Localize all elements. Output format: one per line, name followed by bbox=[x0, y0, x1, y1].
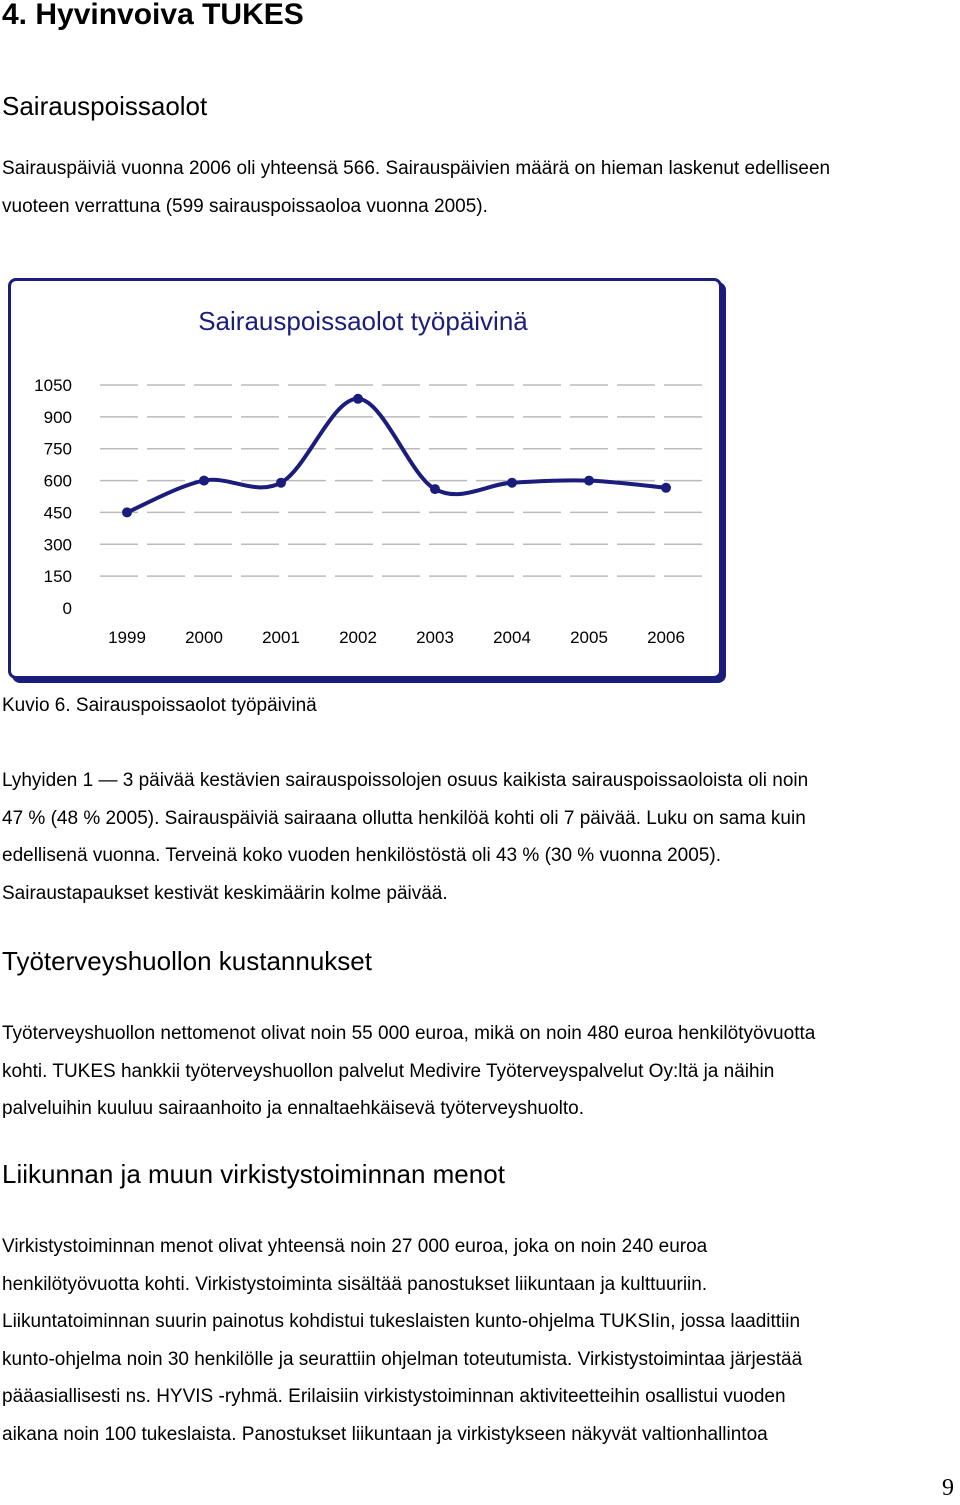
x-tick-label: 2006 bbox=[647, 628, 685, 647]
data-point bbox=[353, 394, 363, 404]
text-line: henkilötyövuotta kohti. Virkistystoiminta sisältää panostukset liikuntaan ja kulttuuriin. bbox=[2, 1273, 708, 1295]
text-line: kohti. TUKES hankkii työterveyshuollon palvelut Medivire Työterveyspalvelut Oy:ltä ja näihin bbox=[2, 1060, 775, 1082]
data-point bbox=[430, 484, 440, 494]
section-title-recreation: Liikunnan ja muun virkistystoiminnan menot bbox=[2, 1159, 505, 1189]
data-point bbox=[584, 476, 594, 486]
text-line: palveluihin kuuluu sairaanhoito ja ennaltaehkäisevä työterveyshuolto. bbox=[2, 1098, 584, 1119]
text-line: pääasiallisesti ns. HYVIS -ryhmä. Erilaisiin virkistystoiminnan aktiviteetteihin osallistui vuoden bbox=[2, 1386, 786, 1407]
x-tick-label: 2000 bbox=[185, 628, 223, 647]
y-tick-label: 900 bbox=[43, 407, 72, 427]
text-line: Sairauspäiviä vuonna 2006 oli yhteensä 566. Sairauspäivien määrä on hieman laskenut edelliseen bbox=[2, 158, 831, 179]
health-care-body bbox=[2, 1015, 952, 1128]
text-line: aikana noin 100 tukeslaista. Panostukset liikuntaan ja virkistykseen näkyvät valtionhallintoa bbox=[2, 1423, 768, 1445]
y-tick-label: 450 bbox=[43, 503, 72, 523]
text-line: edellisenä vuonna. Terveinä koko vuoden henkilöstöstä oli 43 % (30 % vuonna 2005). bbox=[2, 845, 721, 866]
x-tick-label: 2002 bbox=[339, 628, 377, 647]
y-tick-label: 150 bbox=[43, 567, 72, 587]
y-tick-label: 600 bbox=[43, 471, 72, 491]
x-tick-label: 2001 bbox=[262, 628, 300, 647]
series-line bbox=[127, 399, 666, 513]
data-point bbox=[507, 478, 517, 488]
page-number: 9 bbox=[942, 1475, 954, 1501]
y-tick-label: 1050 bbox=[34, 376, 72, 395]
sick-leave-chart bbox=[0, 0, 960, 700]
text-line: Lyhyiden 1 — 3 päivää kestävien sairauspoissolojen osuus kaikista sairauspoissaoloista oli noin bbox=[2, 770, 809, 791]
text-line: Työterveyshuollon nettomenot olivat noin 55 000 euroa, mikä on noin 480 euroa henkilötyövuotta bbox=[2, 1023, 816, 1044]
data-point bbox=[199, 476, 209, 486]
text-line: Sairaustapaukset kestivät keskimäärin kolme päivää. bbox=[2, 882, 448, 904]
text-line: Liikuntatoiminnan suurin painotus kohdistui tukeslaisten kunto-ohjelma TUKSIin, jossa laadittiin bbox=[2, 1311, 801, 1332]
text-line: kunto-ohjelma noin 30 henkilölle ja seurattiin ohjelman toteutumista. Virkistystoimintaa järjestää bbox=[2, 1348, 803, 1370]
x-tick-label: 2003 bbox=[416, 628, 454, 647]
page-heading: 4. Hyvinvoiva TUKES bbox=[2, 0, 304, 31]
data-point bbox=[661, 483, 671, 493]
text-line: 47 % (48 % 2005). Sairauspäiviä sairaana ollutta henkilöä kohti oli 7 päivää. Luku on sama kuin bbox=[2, 807, 806, 829]
chart-title: Sairauspoissaolot työpäivinä bbox=[198, 306, 528, 336]
x-tick-label: 2005 bbox=[570, 628, 608, 647]
recreation-body bbox=[2, 1228, 952, 1453]
text-line: Virkistystoiminnan menot olivat yhteensä noin 27 000 euroa, joka on noin 240 euroa bbox=[2, 1236, 708, 1257]
section-title-health-care: Työterveyshuollon kustannukset bbox=[2, 946, 372, 976]
figure-caption: Kuvio 6. Sairauspoissaolot työpäivinä bbox=[2, 695, 317, 716]
data-point bbox=[276, 478, 286, 488]
y-tick-label: 0 bbox=[62, 599, 72, 618]
text-line: vuoteen verrattuna (599 sairauspoissaoloa vuonna 2005). bbox=[2, 195, 488, 217]
section-title-sick-leave: Sairauspoissaolot bbox=[2, 91, 208, 121]
data-point bbox=[122, 507, 132, 517]
sick-leave-body bbox=[2, 762, 952, 912]
x-tick-label: 1999 bbox=[108, 628, 146, 647]
y-tick-label: 300 bbox=[43, 535, 72, 555]
y-tick-label: 750 bbox=[43, 439, 72, 459]
x-tick-label: 2004 bbox=[493, 628, 531, 647]
